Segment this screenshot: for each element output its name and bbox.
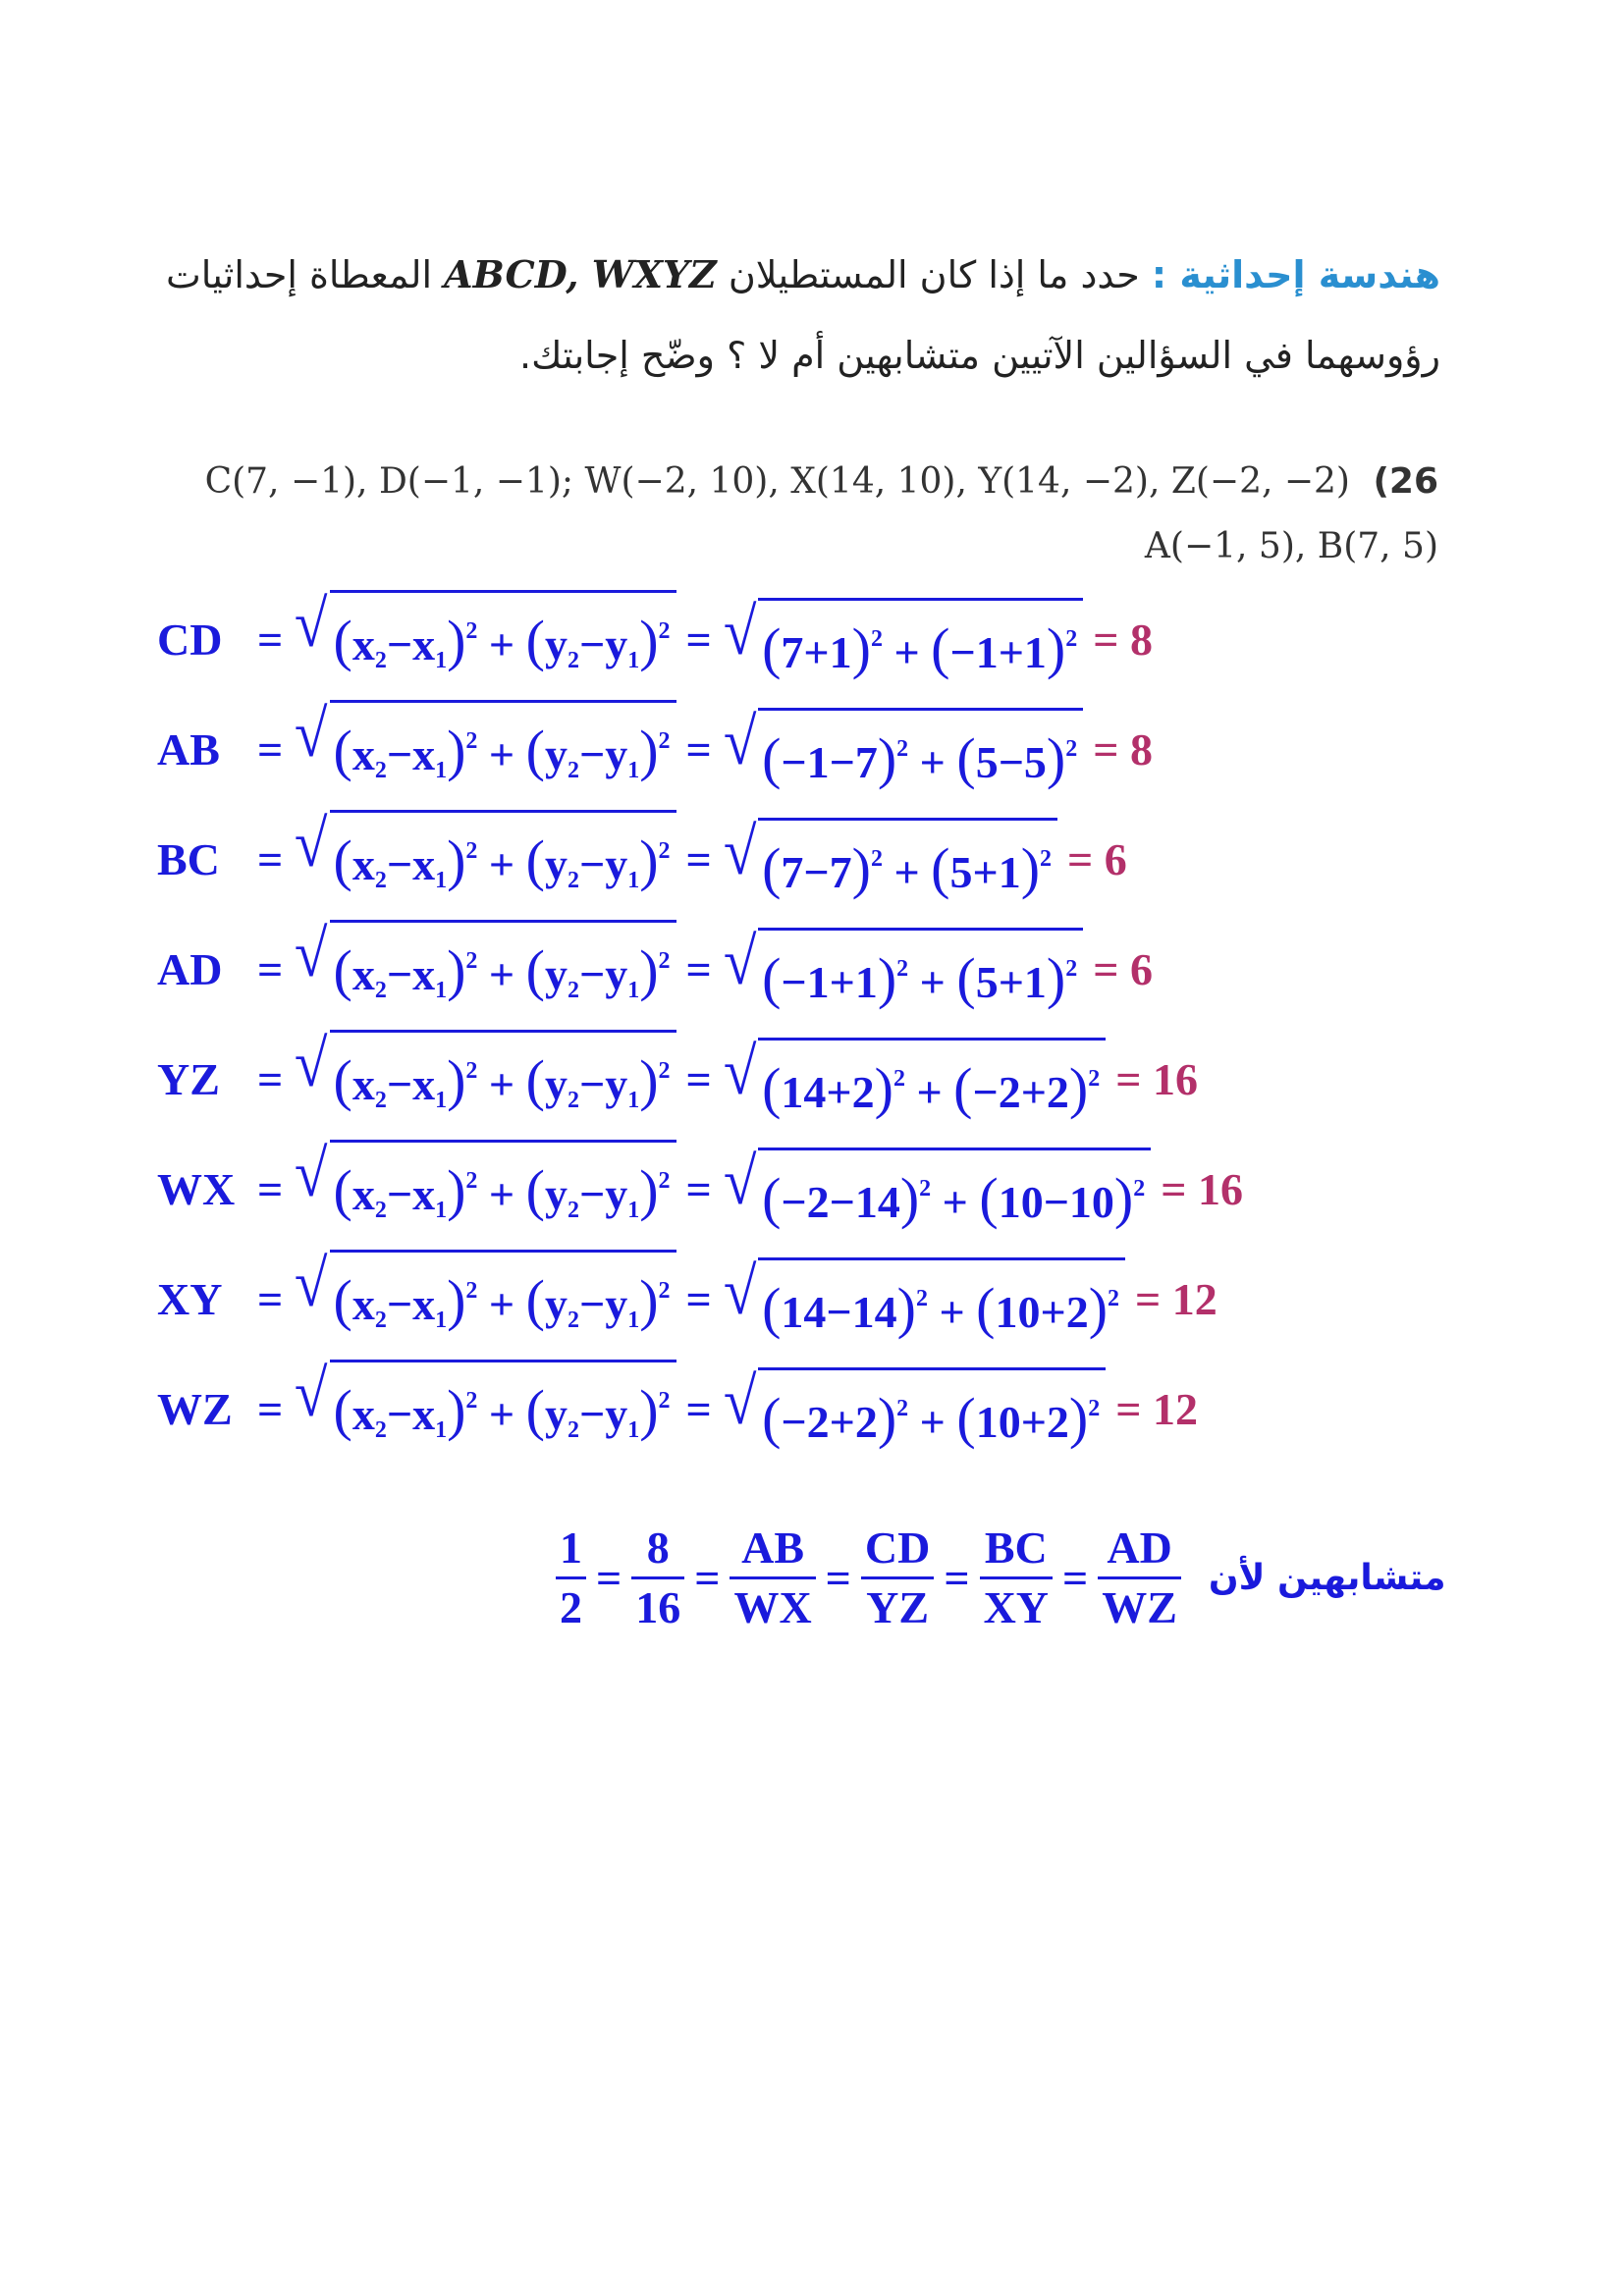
header-text-before: حدد ما إذا كان المستطيلان — [728, 253, 1140, 296]
distance-result: = 6 — [1093, 943, 1153, 994]
ratio-fraction: $\frac{CD}{YZ}$ — [861, 1520, 934, 1636]
topic-label: هندسة إحداثية : — [1151, 253, 1440, 296]
ratio-fraction: $\frac{AB}{WX}$ — [730, 1520, 815, 1636]
substituted-formula: √ $(-1-7)^2 + (5-5)^2$ — [722, 702, 1084, 797]
segment-label: WZ — [157, 1383, 233, 1434]
coordinates-row-2: A(−1, 5), B(7, 5) — [1144, 526, 1438, 566]
distance-result: = 16 — [1161, 1163, 1243, 1214]
distance-formula: √ $(x_2-x_1)^2 + (y_2-y_1)^2$ — [293, 1354, 676, 1465]
substituted-formula: √ $(-2-14)^2 + (10-10)^2$ — [722, 1142, 1152, 1237]
distance-formula: √ $(x_2-x_1)^2 + (y_2-y_1)^2$ — [293, 694, 676, 805]
substituted-formula: √ $(-2+2)^2 + (10+2)^2$ — [722, 1362, 1107, 1457]
substituted-formula: √ $(7+1)^2 + (-1+1)^2$ — [722, 592, 1084, 687]
substituted-formula: √ $(14-14)^2 + (10+2)^2$ — [722, 1252, 1125, 1347]
distance-formula: √ $(x_2-x_1)^2 + (y_2-y_1)^2$ — [293, 804, 676, 915]
distance-equation-xy: XY = √ $(x_2-x_1)^2 + (y_2-y_1)^2$ = √ $(14-14)^2 + (10+2)^2$ = 12 — [157, 1255, 1217, 1343]
header-text-after: المعطاة إحداثيات — [165, 253, 433, 296]
distance-result: = 16 — [1115, 1053, 1198, 1104]
ratio-fraction: $\frac{8}{16}$ — [631, 1520, 684, 1636]
equals-sign: = — [944, 1553, 970, 1603]
header-line-2: رؤوسهما في السؤالين الآتيين متشابهين أم لا ؟ وضّح إجابتك. — [519, 334, 1440, 377]
distance-equation-bc: BC = √ $(x_2-x_1)^2 + (y_2-y_1)^2$ = √ $(7-7)^2 + (5+1)^2$ = 6 — [157, 815, 1127, 903]
distance-result: = 8 — [1093, 614, 1153, 665]
distance-formula: √ $(x_2-x_1)^2 + (y_2-y_1)^2$ — [293, 584, 676, 695]
segment-label: BC — [157, 833, 220, 884]
shape-names: ABCD, WXYZ — [444, 252, 717, 296]
distance-formula: √ $(x_2-x_1)^2 + (y_2-y_1)^2$ — [293, 1024, 676, 1135]
distance-formula: √ $(x_2-x_1)^2 + (y_2-y_1)^2$ — [293, 1134, 676, 1245]
segment-label: WX — [157, 1163, 236, 1214]
segment-label: CD — [157, 614, 223, 665]
problem-row-1 — [205, 450, 1438, 514]
substituted-formula: √ $(-1+1)^2 + (5+1)^2$ — [722, 922, 1084, 1017]
distance-result: = 12 — [1115, 1383, 1198, 1434]
segment-label: AB — [157, 723, 220, 774]
distance-equation-ad: AD = √ $(x_2-x_1)^2 + (y_2-y_1)^2$ = √ $(-1+1)^2 + (5+1)^2$ = 6 — [157, 925, 1153, 1013]
distance-result: = 8 — [1093, 723, 1153, 774]
distance-equation-yz: YZ = √ $(x_2-x_1)^2 + (y_2-y_1)^2$ = √ $(14+2)^2 + (-2+2)^2$ = 16 — [157, 1035, 1198, 1123]
ratio-fraction: $\frac{1}{2}$ — [556, 1520, 586, 1636]
distance-result: = 6 — [1067, 833, 1127, 884]
distance-result: = 12 — [1135, 1273, 1217, 1324]
distance-formula: √ $(x_2-x_1)^2 + (y_2-y_1)^2$ — [293, 914, 676, 1025]
equals-sign: = — [825, 1553, 851, 1603]
coordinates-row-1: C(7, −1), D(−1, −1); W(−2, 10), X(14, 10), Y(14, −2), Z(−2, −2) — [204, 461, 1350, 502]
substituted-formula: √ $(7-7)^2 + (5+1)^2$ — [722, 812, 1057, 907]
distance-equation-wz: WZ = √ $(x_2-x_1)^2 + (y_2-y_1)^2$ = √ $(-2+2)^2 + (10+2)^2$ = 12 — [157, 1364, 1198, 1453]
exercise-header — [164, 245, 1440, 385]
similarity-conclusion — [550, 1520, 1446, 1636]
distance-equation-cd: CD = √ $(x_2-x_1)^2 + (y_2-y_1)^2$ = √ $(7+1)^2 + (-1+1)^2$ = 8 — [157, 595, 1153, 683]
equals-sign: = — [596, 1553, 622, 1603]
equals-sign: = — [694, 1553, 721, 1603]
segment-label: XY — [157, 1273, 223, 1324]
segment-label: AD — [157, 943, 223, 994]
distance-equation-ab: AB = √ $(x_2-x_1)^2 + (y_2-y_1)^2$ = √ $(-1-7)^2 + (5-5)^2$ = 8 — [157, 705, 1153, 793]
header-line-1 — [164, 245, 1440, 304]
ratio-chain — [550, 1520, 1187, 1636]
equals-sign: = — [1062, 1553, 1089, 1603]
distance-equation-wx: WX = √ $(x_2-x_1)^2 + (y_2-y_1)^2$ = √ $(-2-14)^2 + (10-10)^2$ = 16 — [157, 1145, 1243, 1233]
problem-statement — [205, 450, 1438, 579]
segment-label: YZ — [157, 1053, 220, 1104]
ratio-fraction: $\frac{BC}{XY}$ — [980, 1520, 1053, 1636]
ratio-fraction: $\frac{AD}{WZ}$ — [1098, 1520, 1181, 1636]
substituted-formula: √ $(14+2)^2 + (-2+2)^2$ — [722, 1032, 1107, 1127]
conclusion-text: متشابهين لأن — [1208, 1558, 1446, 1598]
distance-formula: √ $(x_2-x_1)^2 + (y_2-y_1)^2$ — [293, 1244, 676, 1355]
problem-number: (26 — [1373, 461, 1438, 502]
